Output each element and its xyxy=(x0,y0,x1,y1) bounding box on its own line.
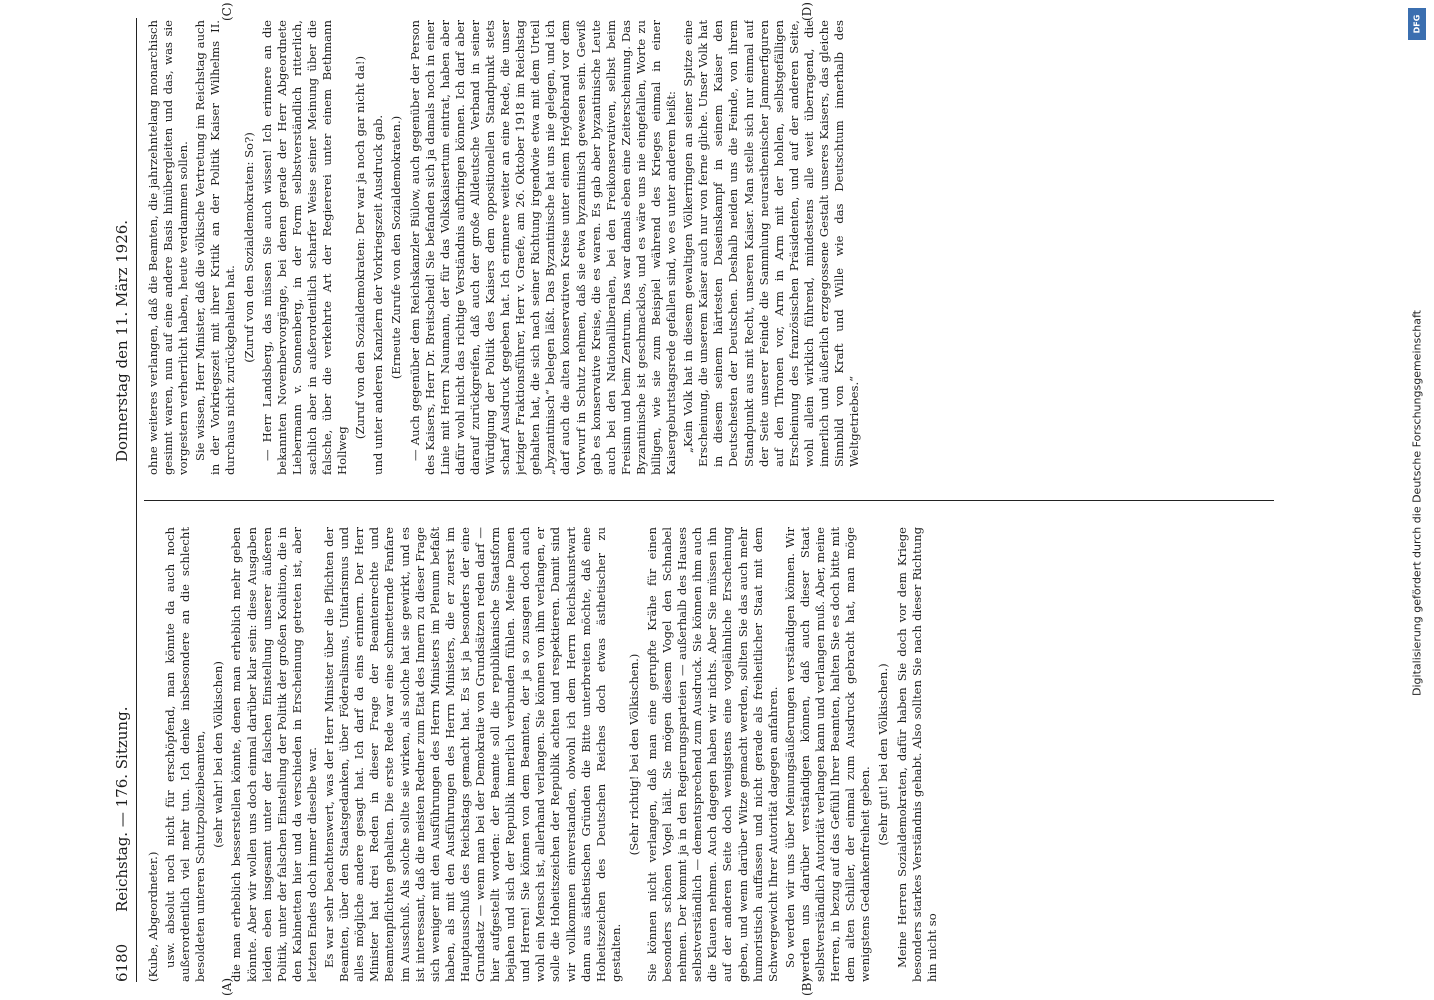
paragraph: Sie können nicht verlangen, daß man eine gerupfte Krähe für einen besonders schönen Vogel hält. Sie mögen diesem Vogel den Schnabel nehmen. Der kommt ja in den Regierungsparteien — außerhalb des Hauses selbstverständlich — dementsprechend zum Ausdruck. Sie können ihm auch die Klauen nehmen. Auch dagegen haben wir nichts. Aber Sie müssen ihn auf der anderen Seite doch wenigstens eine vogelähnliche Erscheinung geben, und wenn darüber Witze gemacht werden, sollten Sie das auch mehr humoristisch auffassen und nicht gerade als freiheitlicher Staat mit dem Schwergewicht Ihrer Autorität dagegen anfahren. xyxy=(645,527,780,982)
paragraph: Meine Herren Sozialdemokraten, dafür haben Sie doch vor dem Kriege besonders starkes Verständnis gehabt. Also sollten Sie nach dieser Richtung hin nicht so xyxy=(894,527,939,982)
interjection: (Zuruf von den Sozialdemokraten: So?) xyxy=(241,132,256,363)
margin-marker-b: (B) xyxy=(800,977,814,996)
margin-marker-a: (A) xyxy=(220,977,234,996)
column-divider xyxy=(144,500,1274,501)
speaker-line: (Kube, Abgeordneter.) xyxy=(146,851,160,982)
margin-marker-d: (D) xyxy=(800,2,814,21)
paragraph: und unter anderen Kanzlern der Vorkriegszeit Ausdruck gab. xyxy=(371,114,386,475)
digitization-credit: Digitalisierung gefördert durch die Deutsche Forschungsgemeinschaft xyxy=(1410,310,1424,696)
paragraph: die man erheblich besserstellen könnte, denen man erheblich mehr geben könnte. Aber wir wollen uns doch einmal darüber klar sein: diese Ausgaben leiden eben insgesamt unter der falschen Einstellung unserer äußeren Politik, unter der falschen Einstellung der Politik der großen Koalition, die in den Kabinetten hier und da verschieden in Erscheinung getreten ist, aber letzten Endes doch immer dieselbe war. xyxy=(229,527,319,982)
session-date: Donnerstag den 11. März 1926. xyxy=(113,219,131,462)
logo-text: DFG xyxy=(1412,14,1422,34)
paragraph: Sie wissen, Herr Minister, daß die völkische Vertretung im Reichstag auch in der Vorkriegszeit mit ihrer Kritik an der Politik Kaiser Wilhelms II. durchaus nicht zurückgehalten hat. xyxy=(193,20,238,475)
running-title: Reichstag. — 176. Sitzung. xyxy=(113,706,131,912)
page-number: 6180 xyxy=(113,943,131,982)
paragraph: Es war sehr beachtenswert, was der Herr Minister über die Pflichten der Beamten, über den Staatsgedanken, über Föderalismus, Unitarismus und alles mögliche andere gesagt hat. Ich darf da eins erinnern. Der Herr Minister hat drei Reden in dieser Frage der Beamtenrechte und Beamtenpflichten gehalten. Die erste Rede war eine schmetternde Fanfare im Ausschuß. Als solche sollte sie wirken, als solche hat sie gewirkt, und es ist interessant, daß die meisten Redner zum Etat des Innern zu dieser Frage sich weniger mit den Ausführungen des Herrn Ministers im Plenum befaßt haben, als mit den Ausführungen des Herrn Ministers, die er zuerst im Hauptausschuß des Reichstags gemacht hat. Es ist ja besonders der eine Grundsatz — wenn man bei der Demokratie von Grundsätzen reden darf — hier aufgestellt worden: der Beamte soll die republikanische Staatsform bejahen und sich der Republik innerlich verbunden fühlen. Meine Damen und Herren! Sie können von dem Beamten, der ja so zusagen doch auch wohl ein Mensch ist, allerhand verlangen. Sie können von ihm verlangen, er solle die Hoheitszeichen der Republik achten und respektieren. Damit sind wir vollkommen einverstanden, obwohl ich dem Herrn Reichskunstwart dann aus ästhetischen Gründen die Bitte unterbreiten möchte, daß eine Hoheitszeichen des Deutschen Reiches doch etwas ästhetischer zu gestalten. xyxy=(322,527,623,982)
page-header xyxy=(112,18,137,982)
quotation: „Kein Volk hat in diesem gewaltigen Völkerringen an seiner Spitze eine Erscheinung, die unserem Kaiser auch nur von ferne gliche. Unser Volk hat in diesem seinem härtesten Daseinskampf in seinem Kaiser den Deutschesten der Deutschen. Deshalb neiden uns die Feinde, von ihrem Standpunkt aus mit Recht, unseren Kaiser. Man stelle sich nur einmal auf der Seite unserer Feinde die Sammlung neurasthenischer Jammerfiguren auf den Thronen vor, Arm in Arm mit der hohlen, selbstgefälligen Erscheinung des französischen Präsidenten, und auf der anderen Seite, wohl allein wirklich führend, mindestens alle weit überragend, die innerlich und äußerlich erzgegossene Gestalt unseres Kaisers, das gleiche Sinnbild von Kraft und Wille wie das Deutschtum innerhalb des Weltgetriebes.“ xyxy=(681,20,862,467)
paragraph: So werden wir uns über Meinungsäußerungen verständigen können. Wir werden uns darüber verständigen können, daß auch dieser Staat selbstverständlich Autorität verlangen kann und verlangen muß. Aber, meine Herren, in bezug auf das Gefühl Ihrer Beamten, halten Sie es doch bitte mit dem alten Schiller, der einmal zum Ausdruck gebracht hat, man möge wenigstens Gedankenfreiheit geben. xyxy=(782,527,873,982)
paragraph: — Herr Landsberg, das müssen Sie auch wissen! Ich erinnere an die bekannten Novembervorgänge, bei denen gerade der Herr Abgeordnete Liebermann v. Sonnenberg, in der Form selbstverständlich ritterlich, sachlich aber in außerordentlich scharfer Weise seiner Meinung über die falsche, über die verkehrte Art der Regiererei unter einem Bethmann Hollweg xyxy=(259,20,350,475)
paragraph: usw. absolut noch nicht für erschöpfend, man könnte da auch noch außerordentlich viel mehr tun. Ich denke insbesondere an die schlecht besoldeten unteren Schutzpolizeibeamten, xyxy=(163,527,208,982)
paragraph: — Auch gegenüber dem Reichskanzler Bülow, auch gegenüber der Person des Kaisers, Herr Dr. Breitscheid! Sie befanden sich ja damals noch in einer Linie mit Herrn Naumann, der für das Volkskaisertum eintrat, haben aber dafür wohl nicht das richtige Verständnis aufbringen können. Ich darf aber darauf zurückgreifen, daß auch der große Alldeutsche Verband in seiner Würdigung der Politik des Kaisers dem oppositionellen Standpunkt stets scharf Ausdruck gegeben hat. Ich erinnere weiter an eine Rede, die unser jetziger Fraktionsführer, Herr v. Graefe, am 26. Oktober 1918 im Reichstag gehalten hat, die sich nach seiner Richtung irgendwie etwa mit dem Urteil „byzantinisch“ belegen läßt. Das Byzantinische hat uns nie gelegen, und ich darf auch die alten konservativen Kreise unter einem Heydebrand vor dem Vorwurf in Schutz nehmen, daß sie etwa byzantinisch gewesen sein. Gewiß gab es konservative Kreise, die es waren. Es gab aber byzantinische Leute auch bei den Nationalliberalen, bei den Freikonservativen, selbst beim Freisinn und beim Zentrum. Das war damals eben eine Zeiterscheinung. Das Byzantinische ist geschmacklos, und es wäre uns nie eingefallen, Worte zu billigen, wie sie zum Beispiel während des Krieges einmal in einer Kaisergeburtstagsrede gefallen sind, wo es unter anderem heißt: xyxy=(407,20,679,475)
interjection: (Erneute Zurufe von den Sozialdemokraten.) xyxy=(389,115,404,380)
interjection: (Sehr richtig! bei den Völkischen.) xyxy=(626,653,641,856)
interjection: (Sehr gut! bei den Völkischen.) xyxy=(876,663,891,846)
left-column xyxy=(146,527,1276,982)
paragraph: ohne weiteres verlangen, daß die Beamten, die jahrzehntelang monarchisch gesinnt waren, nun auf eine andere Basis hinübergleiten und das, was sie vorgestern verherrlicht haben, heute verdammen sollen. xyxy=(146,20,191,475)
margin-marker-c: (C) xyxy=(220,2,234,21)
right-column xyxy=(146,20,1276,475)
document-page xyxy=(100,0,1300,1000)
interjection: (Zuruf von den Sozialdemokraten: Der war ja noch gar nicht da!) xyxy=(353,55,368,440)
dfg-logo-icon xyxy=(1408,8,1426,40)
digitization-note xyxy=(1406,8,1428,998)
interjection: (sehr wahr! bei den Völkischen) xyxy=(211,661,226,848)
